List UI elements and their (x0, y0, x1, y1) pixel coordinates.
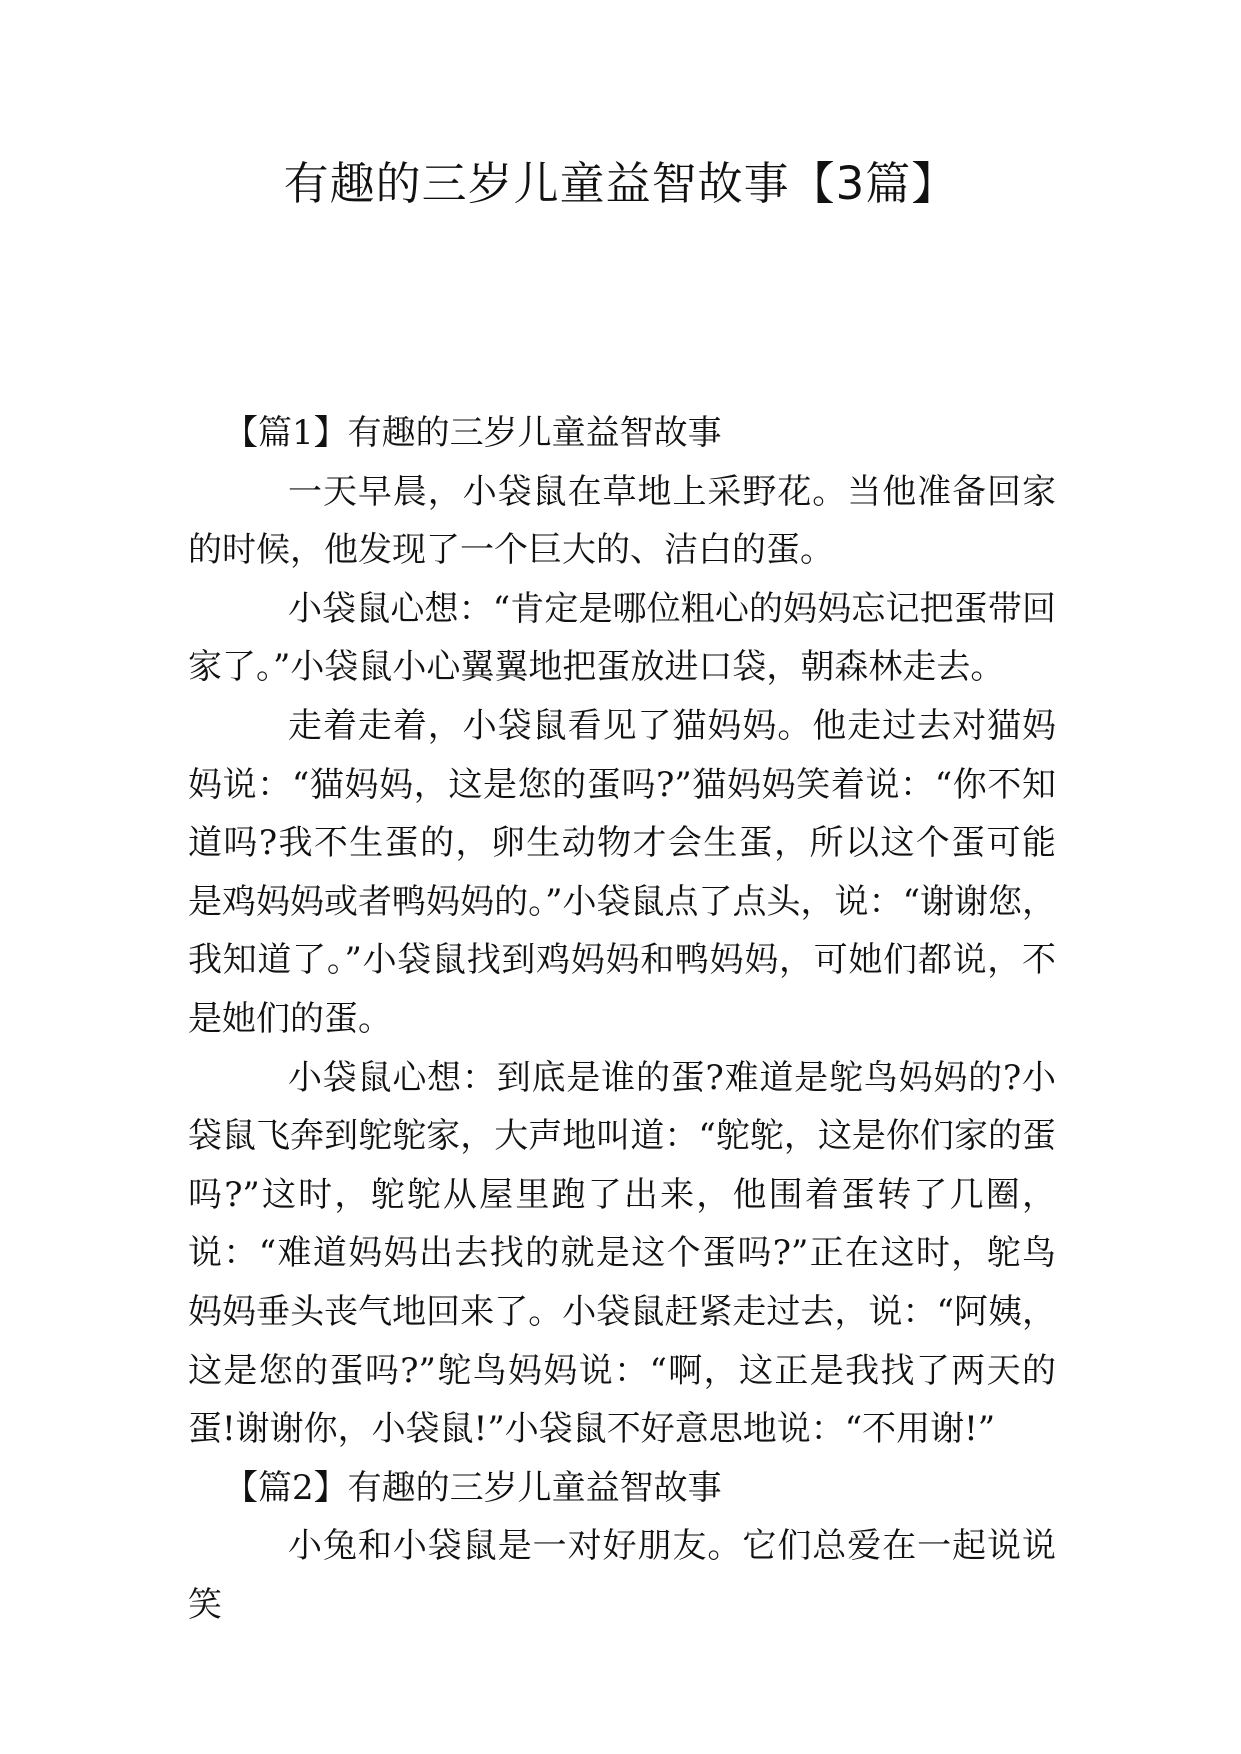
paragraph: 小兔和小袋鼠是一对好朋友。它们总爱在一起说说笑 (188, 1526, 1056, 1625)
paragraph: 小袋鼠心想：“肯定是哪位粗心的妈妈忘记把蛋带回家了。”小袋鼠小心翼翼地把蛋放进口袋，朝森林走去。 (188, 588, 1056, 688)
paragraph: 一天早晨，小袋鼠在草地上采野花。当他准备回家的时候，他发现了一个巨大的、洁白的蛋。 (188, 471, 1056, 571)
page-title: 有趣的三岁儿童益智故事【3篇】 (283, 157, 958, 210)
document-body (188, 404, 1056, 1634)
paragraph: 小袋鼠心想：到底是谁的蛋?难道是鸵鸟妈妈的?小袋鼠飞奔到鸵鸵家，大声地叫道：“鸵鸵，这是你们家的蛋吗?”这时，鸵鸵从屋里跑了出来，他围着蛋转了几圈，说：“难道妈妈出去找的就是这个蛋吗?”正在这时，鸵鸟妈妈垂头丧气地回来了。小袋鼠赶紧走过去，说：“阿姨，这是您的蛋吗?”鸵鸟妈妈说：“啊，这正是我找了两天的蛋!谢谢你，小袋鼠!”小袋鼠不好意思地说：“不用谢!” (188, 1057, 1056, 1450)
section-heading-2: 【篇2】有趣的三岁儿童益智故事 (224, 1467, 722, 1508)
section-heading-1: 【篇1】有趣的三岁儿童益智故事 (224, 413, 722, 453)
paragraph: 走着走着，小袋鼠看见了猫妈妈。他走过去对猫妈妈说：“猫妈妈，这是您的蛋吗?”猫妈妈笑着说：“你不知道吗?我不生蛋的，卵生动物才会生蛋，所以这个蛋可能是鸡妈妈或者鸭妈妈的。”小袋鼠点了点头，说：“谢谢您，我知道了。”小袋鼠找到鸡妈妈和鸭妈妈，可她们都说，不是她们的蛋。 (188, 705, 1056, 1039)
